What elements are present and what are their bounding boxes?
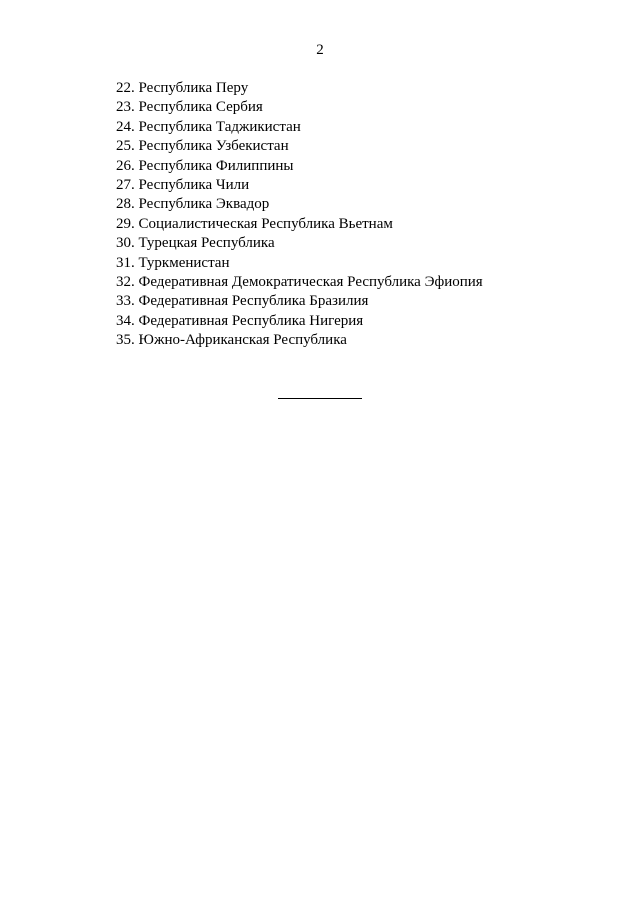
list-item: 32. Федеративная Демократическая Республика Эфиопия: [116, 273, 483, 290]
end-rule: [278, 398, 362, 399]
list-item: 27. Республика Чили: [116, 176, 250, 193]
list-item: 31. Туркменистан: [116, 254, 230, 271]
list-item: 24. Республика Таджикистан: [116, 118, 301, 135]
page-number: 2: [316, 42, 324, 58]
list-item: 28. Республика Эквадор: [116, 196, 270, 213]
list-item: 22. Республика Перу: [116, 80, 249, 96]
list-item: 23. Республика Сербия: [116, 99, 263, 116]
list-item: 30. Турецкая Республика: [116, 235, 275, 252]
list-item: 35. Южно-Африканская Республика: [116, 332, 347, 349]
list-item: 29. Социалистическая Республика Вьетнам: [116, 215, 393, 232]
list-item: 33. Федеративная Республика Бразилия: [116, 293, 369, 310]
country-list: [116, 79, 483, 350]
list-item: 26. Республика Филиппины: [116, 157, 294, 174]
list-item: 25. Республика Узбекистан: [116, 138, 289, 155]
list-item: 34. Федеративная Республика Нигерия: [116, 312, 364, 329]
